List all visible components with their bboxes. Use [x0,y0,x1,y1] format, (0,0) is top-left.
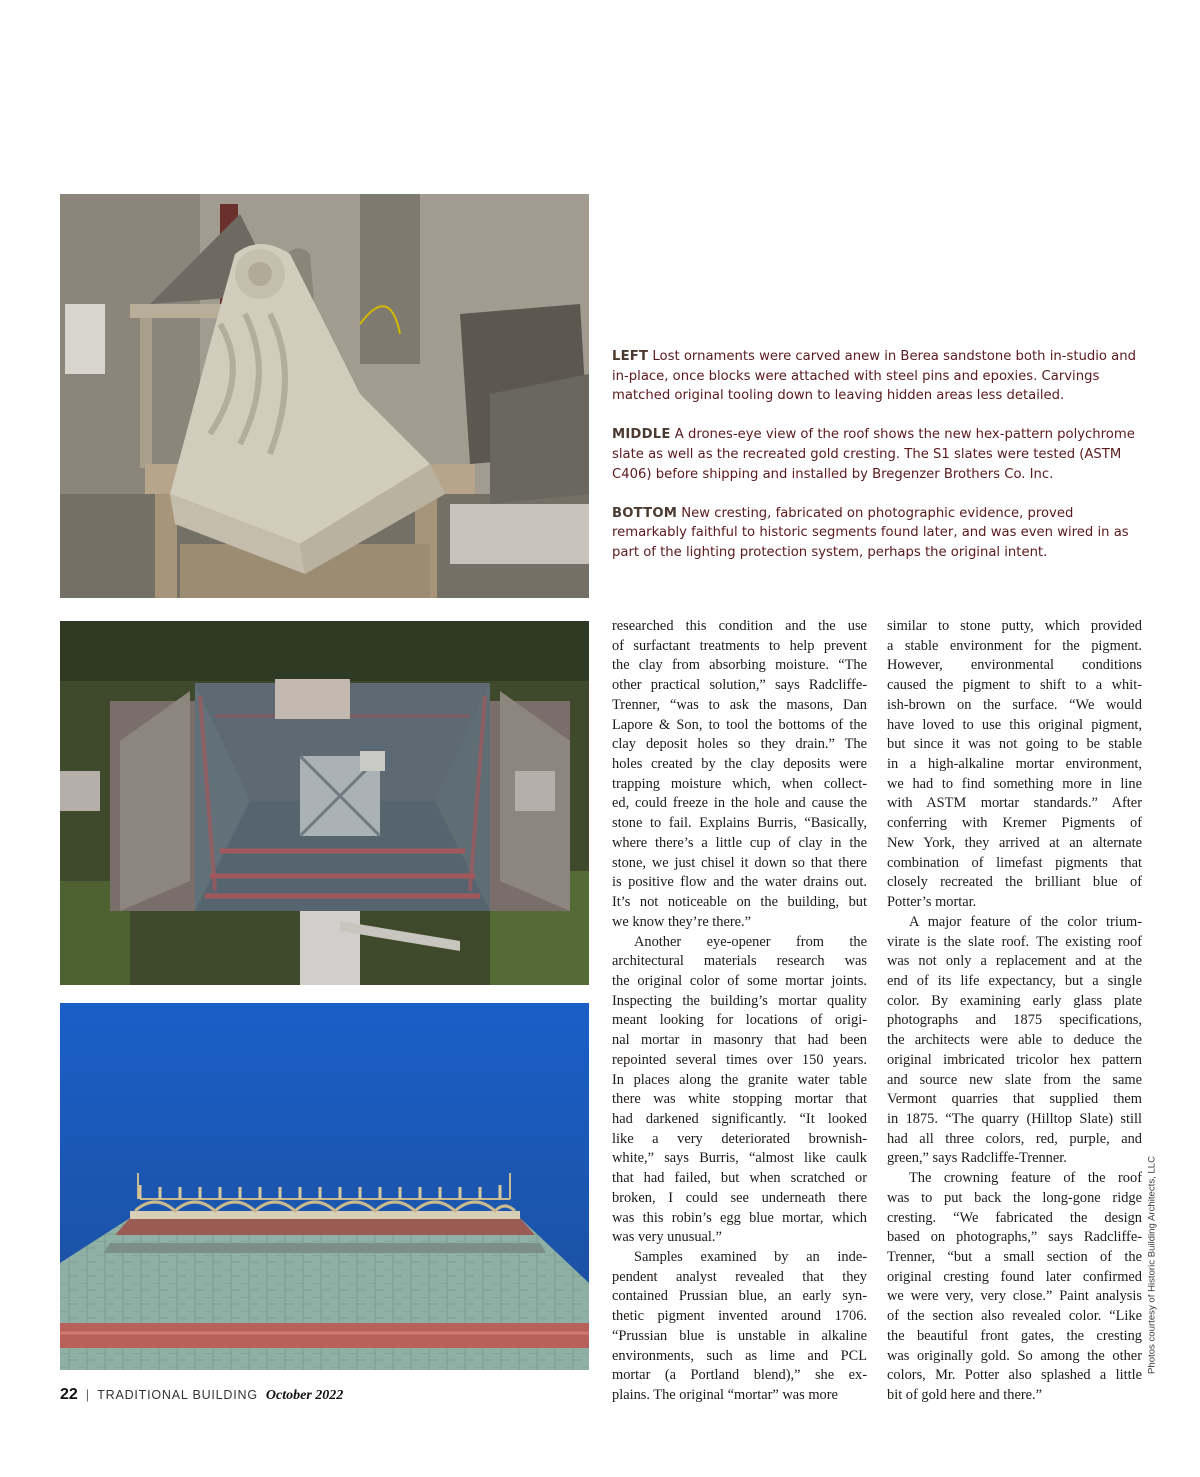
text-line: ed, could freeze in the hole and cause the [612,795,867,812]
photo-bottom-cresting [60,1003,589,1370]
text-line: where there’s a little cup of clay in the [612,834,867,851]
text-line: “Prussian blue is unstable in alkaline [612,1327,867,1344]
text-line: The crowning feature of the roof [909,1170,1142,1187]
text-line: nal mortar in masonry that had been [612,1032,867,1049]
issue-date: October 2022 [265,1388,344,1403]
text-line: have loved to use this original pigment, [887,716,1142,733]
caption-left-text: Lost ornaments were carved anew in Berea sandstone both in-studio and in-place, once blocks were attached with steel pins and epoxies. Carvings matched original tooling down to leaving hidden areas less detailed. [612,349,1136,404]
text-line: the beautiful front gates, the cresting [887,1327,1142,1344]
text-line: was originally gold. So among the other [887,1347,1142,1364]
text-line: stone, we just chisel it down so that there [612,854,867,871]
footer-separator: | [85,1387,90,1402]
caption-bottom-label: BOTTOM [612,505,678,521]
text-line: trapping moisture which, when collect- [612,775,867,792]
text-line: the architects were able to deduce the [887,1032,1142,1049]
text-line: color. By examining early glass plate [887,992,1142,1009]
text-line: was to put back the long-gone ridge [887,1189,1142,1206]
text-line: with ASTM mortar standards.” After [887,795,1142,812]
text-line: there was white stopping mortar that [612,1091,867,1108]
text-line: holes created by the clay deposits were [612,756,867,773]
text-line: However, environmental conditions [887,657,1142,674]
text-line: the original color of some mortar joints. [612,972,867,989]
text-line: was this robin’s egg blue mortar, which [612,1209,867,1226]
caption-middle-text: A drones-eye view of the roof shows the new hex-pattern polychrome slate as well as the recreated gold cresting. The S1 slates were tested (ASTM C406) before shipping and installed by Bregenzer Brothers Co. Inc. [612,427,1135,482]
caption-middle [612,425,1152,484]
text-line: virate is the slate roof. The existing roof [887,933,1142,950]
text-line: researched this condition and the use [612,618,867,634]
text-line: we had to find something more in line [887,775,1142,792]
text-line: had all three colors, red, purple, and [887,1130,1142,1147]
text-line: but since it was not going to be stable [887,736,1142,753]
photo-captions [612,347,1152,582]
text-line: we know they’re there.” [612,913,752,930]
text-line: was not only a replacement and at the [887,953,1142,970]
photo-credit [1145,1155,1159,1375]
text-line: Trenner, “but a small section of the [887,1249,1142,1265]
text-line: like a very deteriorated brownish- [612,1130,867,1147]
text-line: New York, they arrived at an alternate [887,834,1142,851]
text-line: repointed several times over 150 years. [612,1051,867,1068]
page-footer [60,1386,343,1404]
text-line: bit of gold here and there.” [887,1387,1043,1404]
text-line: based on photographs,” says Radcliffe- [887,1229,1142,1246]
text-line: caused the pigment to shift to a whit- [887,677,1142,694]
text-line: original imbricated tricolor hex pattern [887,1051,1142,1068]
text-line: cresting. “We fabricated the design [887,1209,1142,1226]
text-line: plains. The original “mortar” was more [612,1387,838,1404]
text-line: meant looking for locations of origi- [612,1012,867,1029]
text-line: the clay from absorbing moisture. “The [612,657,867,674]
text-line: a stable environment for the pigment. [887,637,1142,654]
publication-name: TRADITIONAL BUILDING [97,1388,258,1402]
text-line: In places along the granite water table [612,1071,867,1088]
text-line: was very unusual.” [612,1229,722,1246]
article-column-1 [612,617,867,1406]
caption-left-label: LEFT [612,349,649,364]
text-line: green,” says Radcliffe-Trenner. [887,1150,1067,1167]
text-line: pendent analyst revealed that they [612,1268,867,1285]
photo-credit-text: Photos courtesy of Historic Building Architects, LLC [1146,1155,1158,1375]
text-line: Lapore & Son, to tool the bottoms of the [612,716,867,733]
text-line: environments, such as lime and PCL [612,1347,867,1364]
text-line: Vermont quarries that supplied them [887,1091,1142,1108]
text-line: of surfactant treatments to help prevent [612,637,867,654]
caption-bottom-text: New cresting, fabricated on photographic evidence, proved remarkably faithful to historic segments found later, and was even wired in as part of the lighting protection system, perhaps the original intent. [612,505,1129,560]
text-line: end of its life expectancy, but a single [887,972,1142,989]
text-line: combination of limefast pigments that [887,854,1142,871]
text-line: A major feature of the color trium- [909,913,1142,930]
text-line: contained Prussian blue, an early syn- [612,1288,867,1305]
text-line: mortar (a Portland blend),” she ex- [612,1367,867,1384]
text-line: colors, Mr. Potter also splashed a little [887,1367,1142,1384]
text-line: closely recreated the brilliant blue of [887,874,1142,891]
text-line: original cresting found later confirmed [887,1268,1142,1285]
text-line: in a high-alkaline mortar environment, [887,756,1142,773]
text-line: other practical solution,” says Radcliffe- [612,677,867,694]
text-line: in 1875. “The quarry (Hilltop Slate) still [887,1110,1142,1127]
page-number: 22 [60,1386,78,1403]
photo-middle-drone-roof [60,621,589,985]
text-line: broken, I could see underneath there [612,1189,867,1206]
text-line: ish-brown on the surface. “We would [887,696,1142,713]
text-line: and source new slate from the same [887,1071,1142,1088]
text-line: had darkened significantly. “It looked [612,1110,867,1127]
text-line: thetic pigment invented around 1706. [612,1308,867,1325]
text-line: conferring with Kremer Pigments of [887,815,1142,832]
text-line: that had failed, but when scratched or [612,1170,867,1187]
text-line: stone to fail. Explains Burris, “Basically, [612,815,867,832]
article-column-2 [887,617,1142,1406]
text-line: Inspecting the building’s mortar quality [612,992,867,1009]
text-line: photographs and 1875 specifications, [887,1012,1142,1029]
text-line: architectural materials research was [612,953,867,970]
text-line: we were very, very close.” Paint analysis [887,1288,1142,1305]
text-line: of the section also revealed color. “Like [887,1308,1142,1325]
text-line: Samples examined by an inde- [634,1249,867,1265]
text-line: clay deposit holes so they drain.” The [612,736,867,753]
text-line: is positive flow and the water drains out. [612,874,867,891]
text-line: white,” says Burris, “almost like caulk [612,1150,867,1167]
photo-left-carving-studio [60,194,589,598]
text-line: It’s not noticeable on the building, but [612,894,867,911]
text-line: Potter’s mortar. [887,894,977,911]
text-line: Another eye-opener from the [634,933,867,950]
caption-middle-label: MIDDLE [612,427,671,443]
text-line: Trenner, “was to ask the masons, Dan [612,696,867,713]
text-line: similar to stone putty, which provided [887,618,1142,634]
caption-bottom [612,504,1152,563]
caption-left [612,347,1152,406]
